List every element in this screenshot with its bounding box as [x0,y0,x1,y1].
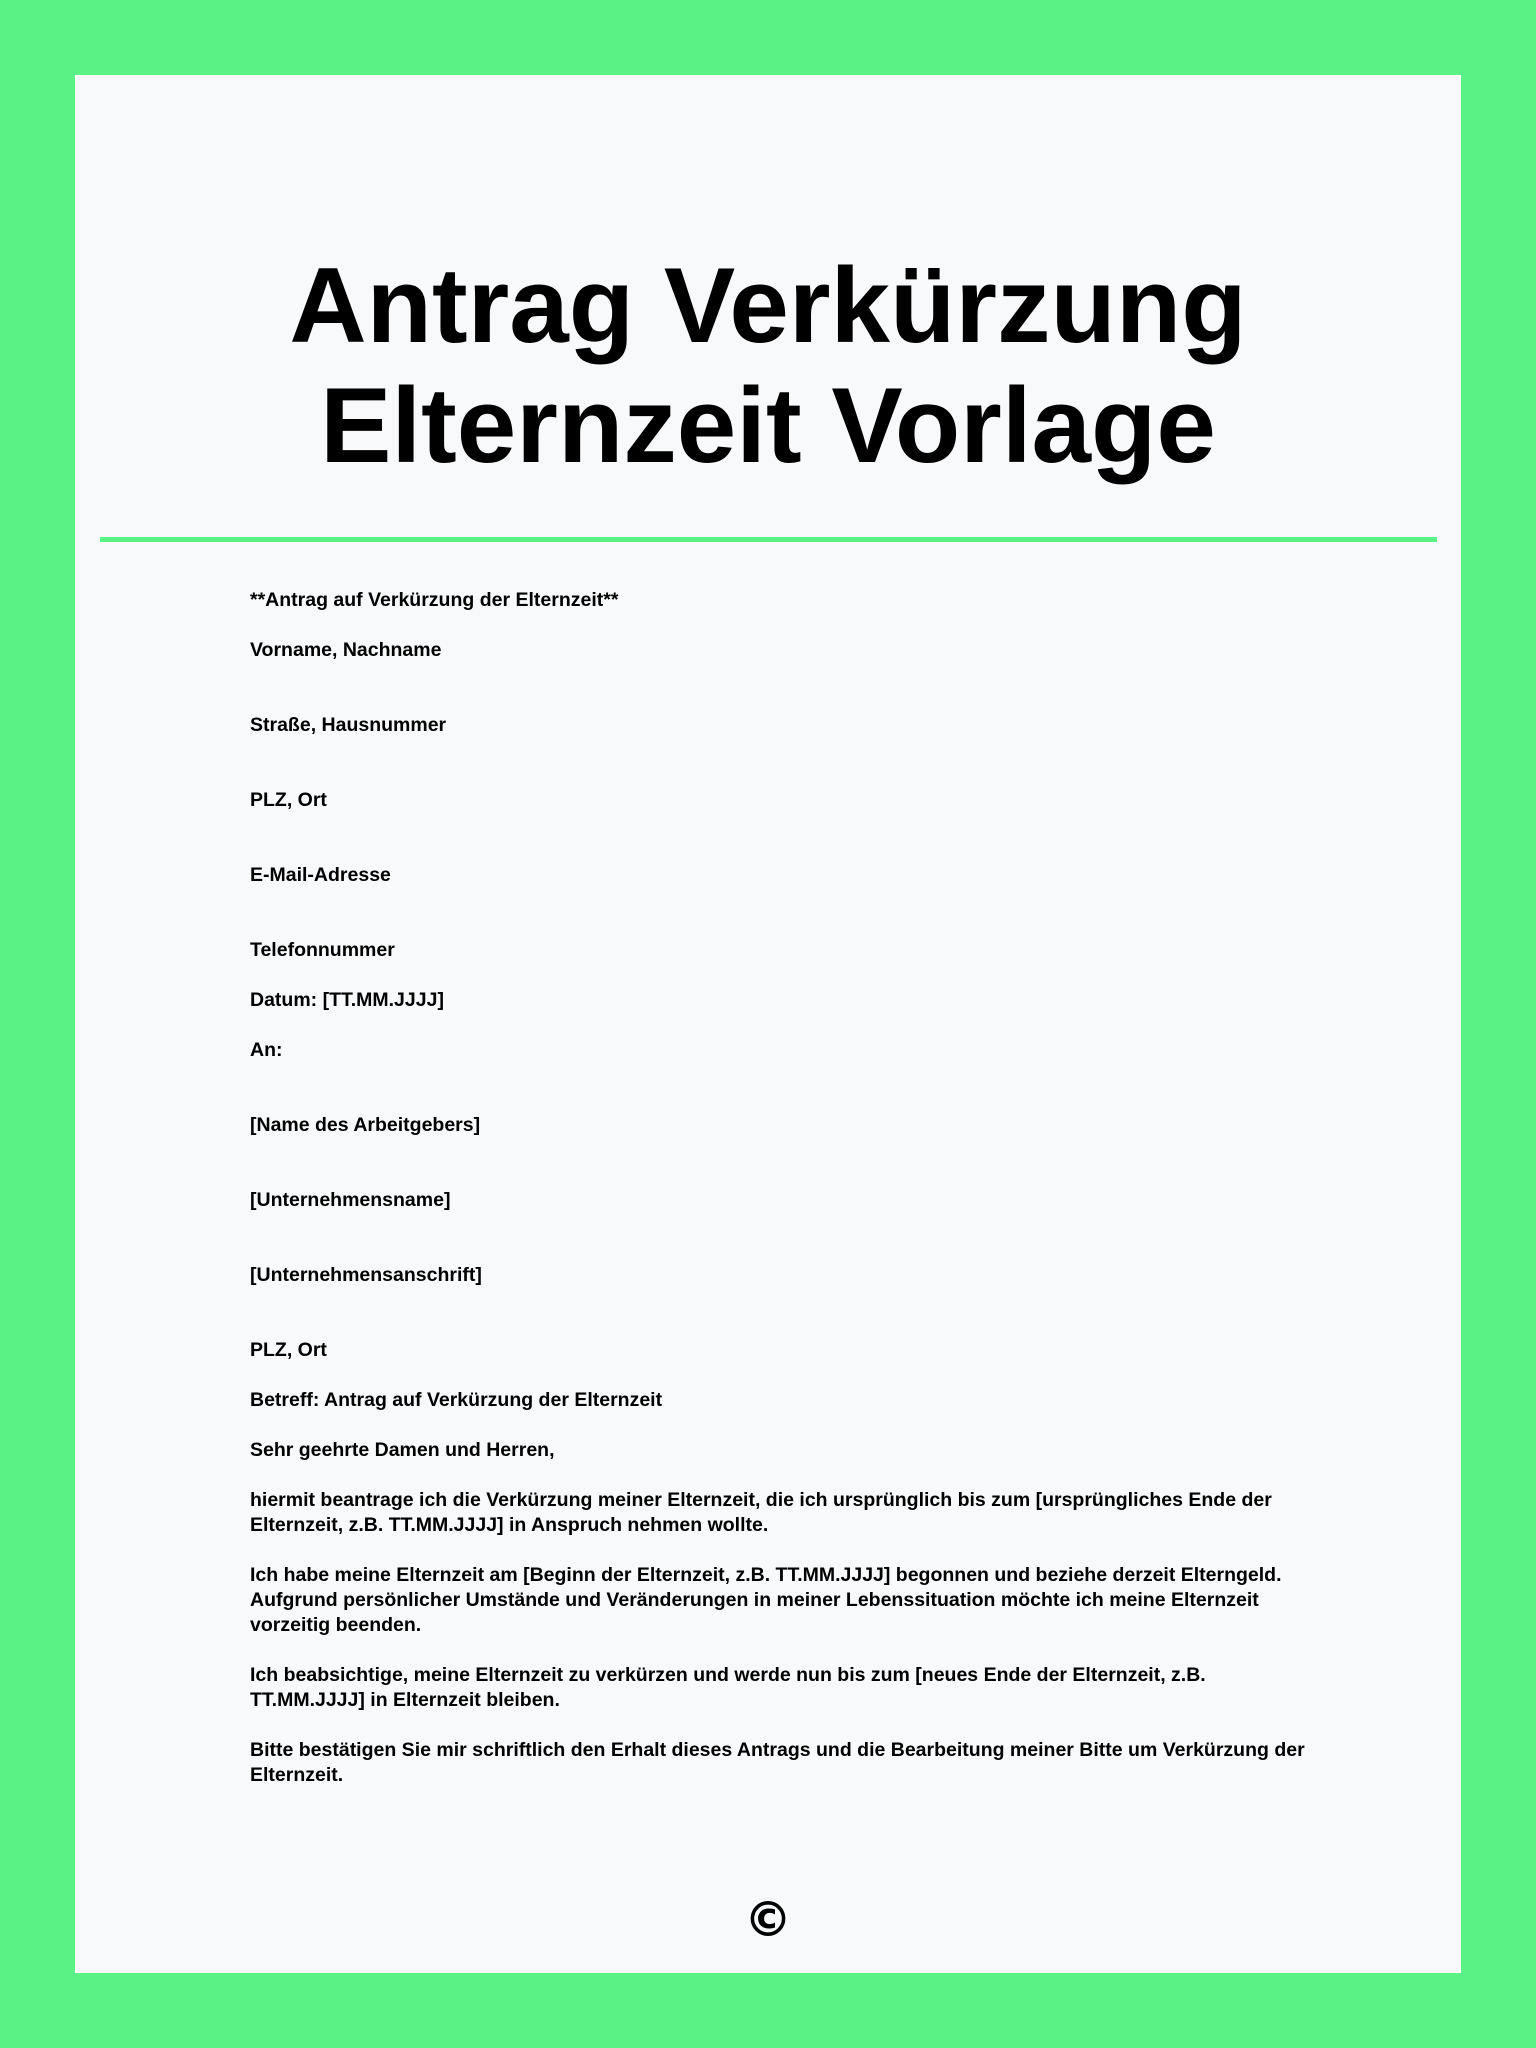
recipient-address: [Unternehmensanschrift] [250,1264,482,1286]
document-title: Antrag Verkürzung Elternzeit Vorlage [289,245,1247,485]
recipient-company: [Unternehmensname] [250,1189,451,1211]
sender-street: Straße, Hausnummer [250,714,447,736]
body-paragraph: Ich beabsichtige, meine Elternzeit zu verkürzen und werde nun bis zum [neues Ende der Elternzeit, z.B. TT.MM.JJJJ] in Elternzeit bleiben. [250,1664,1206,1711]
sender-email: E-Mail-Adresse [250,864,391,886]
recipient-employer: [Name des Arbeitgebers] [250,1114,481,1136]
recipient-city: PLZ, Ort [250,1339,327,1361]
letter-subject: Betreff: Antrag auf Verkürzung der Elternzeit [250,1389,663,1411]
letter-heading: **Antrag auf Verkürzung der Elternzeit** [250,589,619,611]
sender-city: PLZ, Ort [250,789,327,811]
body-paragraph: Ich habe meine Elternzeit am [Beginn der Elternzeit, z.B. TT.MM.JJJJ] begonnen und beziehe derzeit Elterngeld. Aufgrund persönlicher Umstände und Veränderungen in meiner Lebenssituation möchte ich meine Elternzeit vorzeitig beenden. [250,1564,1282,1636]
letter-date: Datum: [TT.MM.JJJJ] [250,989,444,1011]
recipient-label: An: [250,1039,283,1061]
title-divider [100,537,1437,542]
document-page [75,75,1461,1973]
copyright-icon: © [744,1892,792,1948]
sender-name: Vorname, Nachname [250,639,442,661]
body-paragraph: Bitte bestätigen Sie mir schriftlich den Erhalt dieses Antrags und die Bearbeitung meiner Bitte um Verkürzung der Elternzeit. [250,1739,1305,1786]
sender-phone: Telefonnummer [250,939,395,961]
body-paragraph: hiermit beantrage ich die Verkürzung meiner Elternzeit, die ich ursprünglich bis zum [ursprüngliches Ende der Elternzeit, z.B. TT.MM.JJJJ] in Anspruch nehmen wollte. [250,1489,1272,1536]
letter-salutation: Sehr geehrte Damen und Herren, [250,1439,555,1461]
